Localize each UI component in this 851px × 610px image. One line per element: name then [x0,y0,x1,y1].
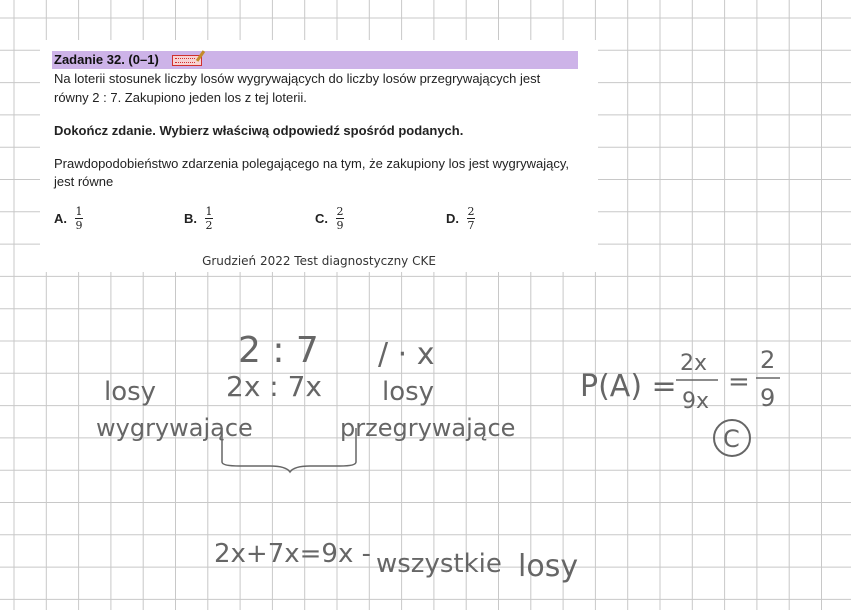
hand-result-den: 9 [760,384,776,412]
hand-label-left-2: wygrywające [96,414,253,442]
hand-label-right-1: losy [382,377,435,407]
option-numerator: 1 [205,205,213,218]
task-question-line1: Prawdopodobieństwo zdarzenia polegającego na tym, że zakupiony los jest wygrywający, [54,156,569,171]
option-numerator: 2 [336,205,344,218]
hand-prob-left: P(A) = [580,369,677,404]
task-instruction: Dokończ zdanie. Wybierz właściwą odpowiedź spośród podanych. [54,123,464,138]
hand-sum-label: wszystkie [376,549,502,579]
option-numerator: 2 [467,205,475,218]
option-letter: D. [446,211,459,226]
hand-label-right-2: przegrywające [340,414,516,442]
hand-sum-label-2: losy [518,549,579,584]
option-numerator: 1 [75,205,83,218]
hand-multiply: / · x [378,337,435,372]
option-denominator: 9 [75,219,83,232]
option-denominator: 2 [205,219,213,232]
option-denominator: 7 [467,219,475,232]
hand-ratio: 2 : 7 [238,330,319,371]
hand-sum: 2x+7x=9x - [214,539,372,569]
option-letter: B. [184,211,197,226]
hand-result-num: 2 [760,346,776,374]
task-title: Zadanie 32. (0–1) [54,52,159,67]
task-question-line2: jest równe [54,174,114,189]
footer-source: Grudzień 2022 Test diagnostyczny CKE [202,254,436,268]
task-text-line2: równy 2 : 7. Zakupiono jeden los z tej loterii. [54,90,307,105]
hand-scaled-ratio: 2x : 7x [226,370,323,403]
hand-prob-den: 9x [682,389,710,414]
hand-prob-eq: = [728,367,750,397]
option-denominator: 9 [336,219,344,232]
hand-answer: C [723,425,740,453]
hand-label-left-1: losy [104,377,157,407]
option-letter: C. [315,211,328,226]
task-text-line1: Na loterii stosunek liczby losów wygrywających do liczby losów przegrywających jest [54,71,541,86]
hand-prob-num: 2x [680,351,708,376]
option-letter: A. [54,211,67,226]
